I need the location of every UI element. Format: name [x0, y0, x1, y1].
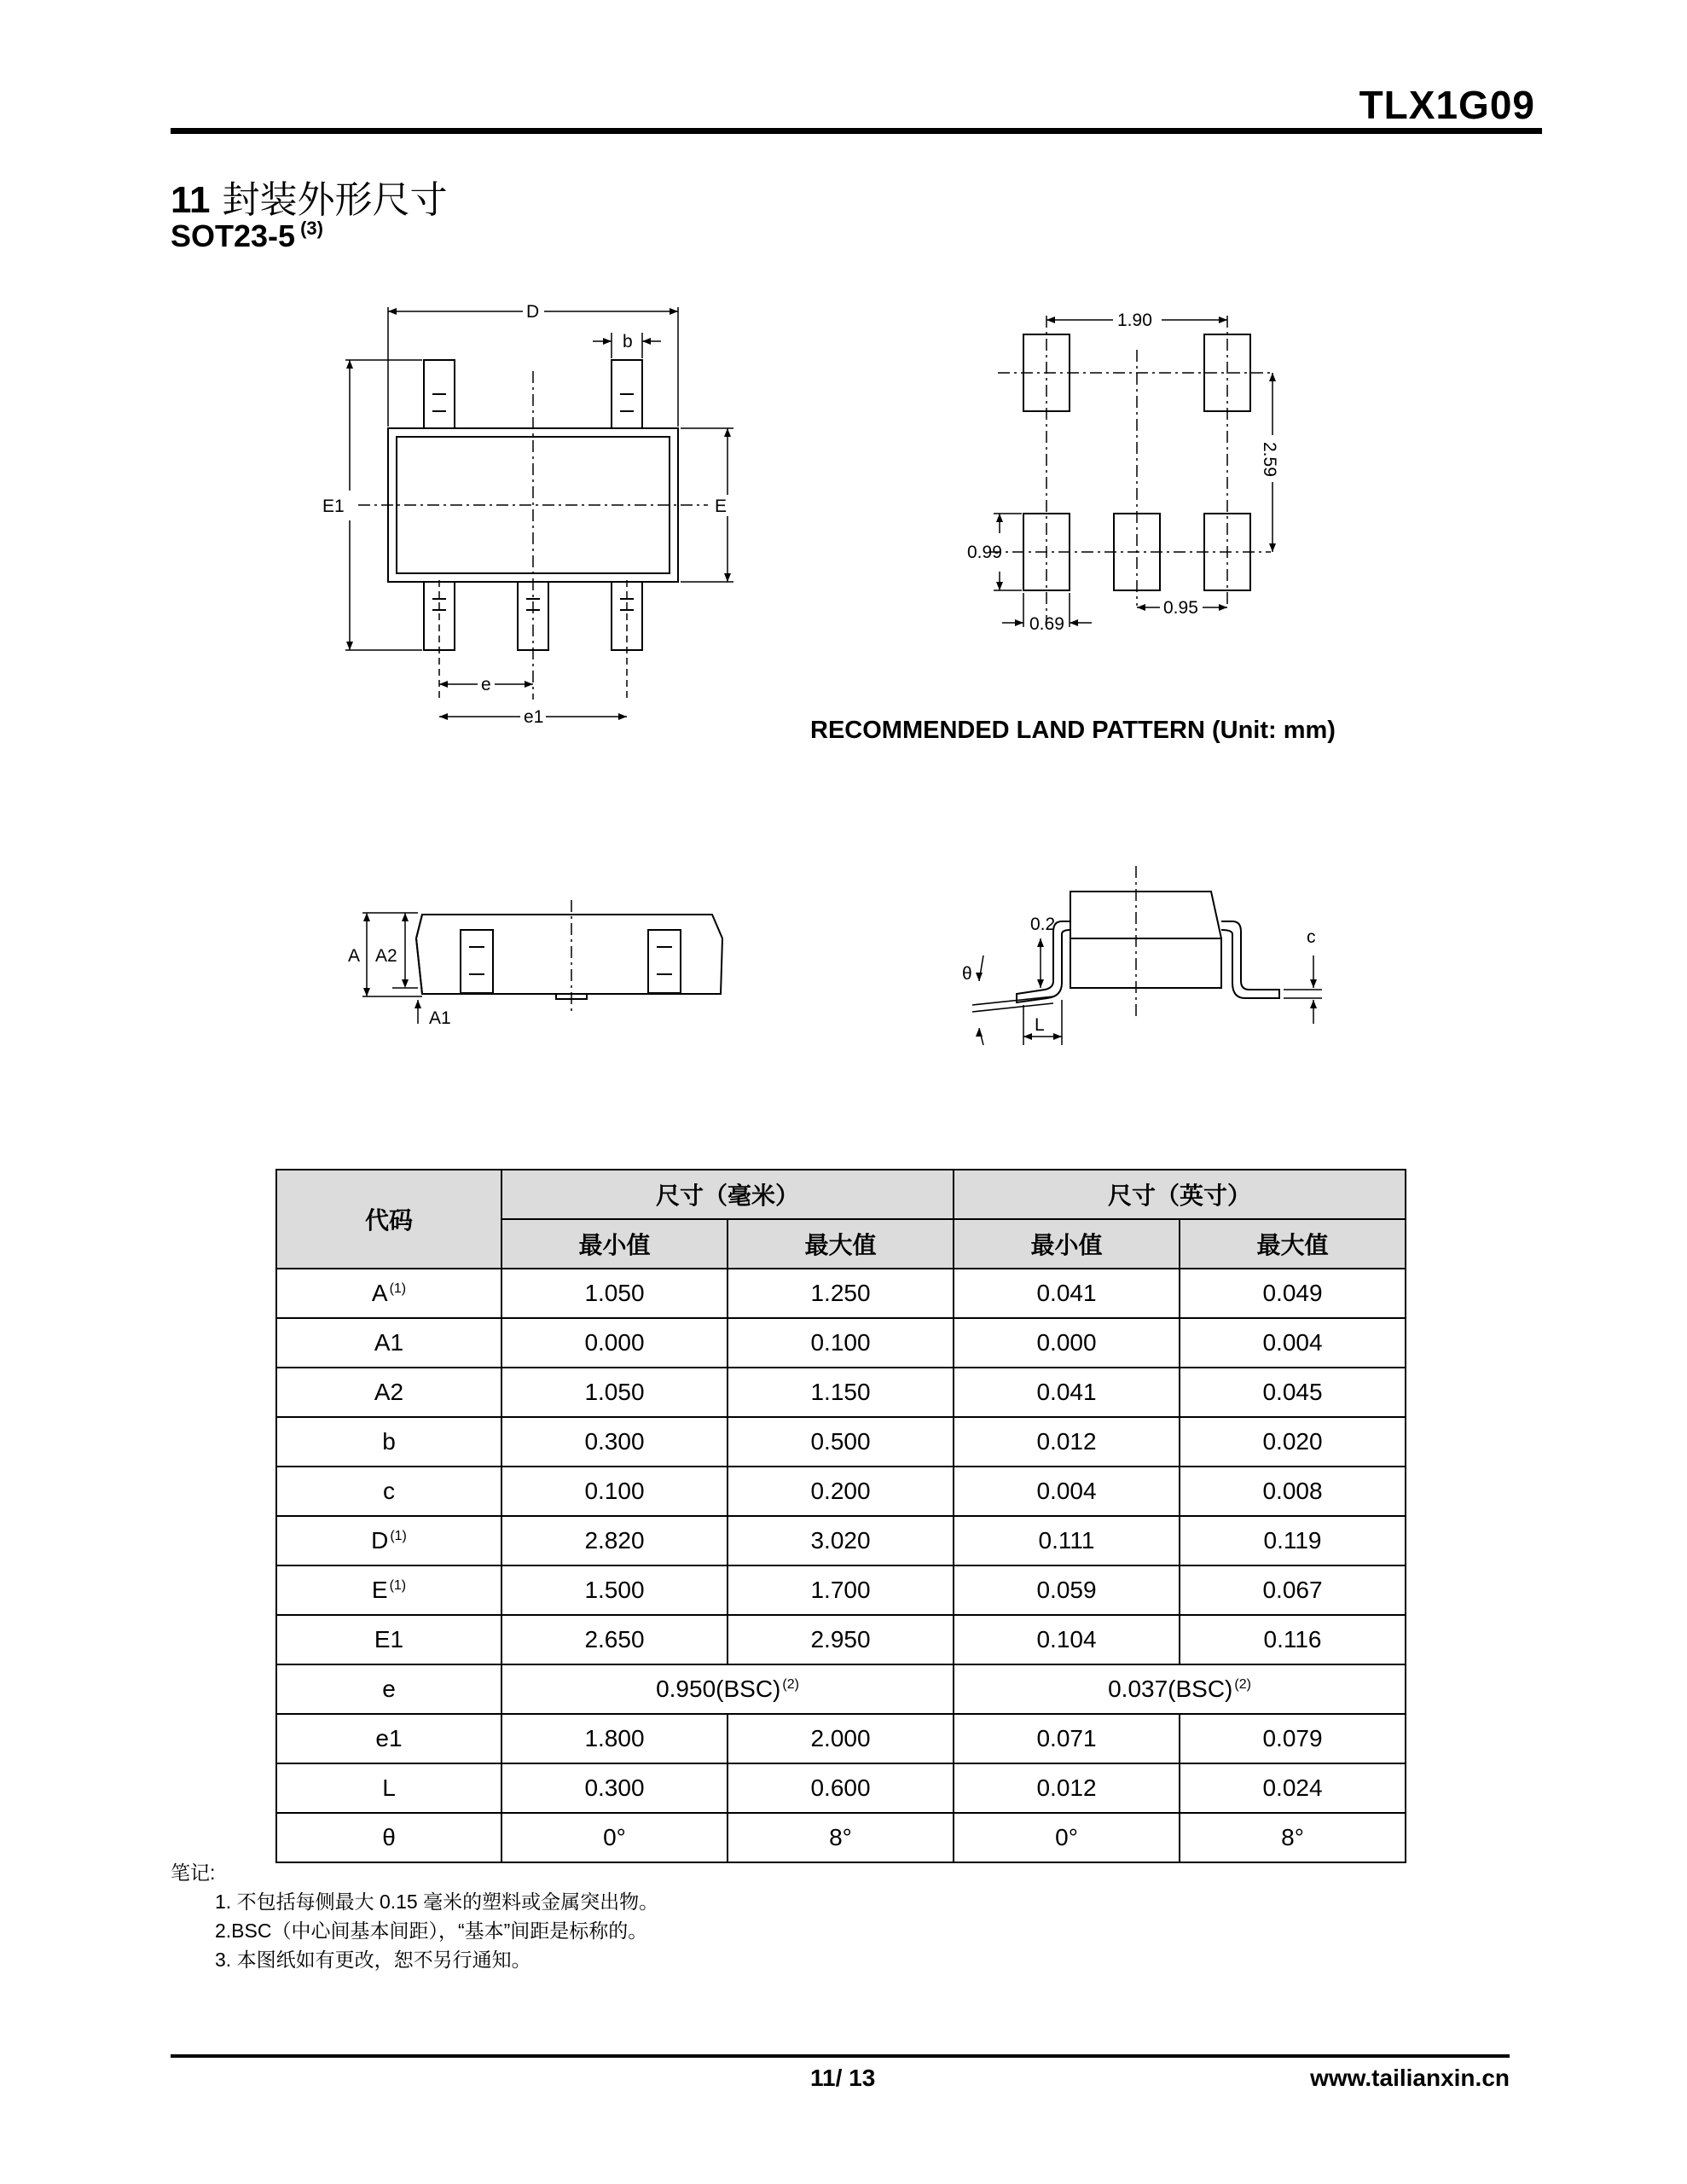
mm-min: 2.820 — [501, 1516, 728, 1565]
label-e1: e1 — [524, 707, 544, 727]
table-row — [276, 1417, 1406, 1467]
in-max: 8° — [1180, 1813, 1406, 1862]
label-L: L — [1035, 1015, 1045, 1035]
table-row — [276, 1714, 1406, 1763]
table-row — [276, 1565, 1406, 1615]
mm-max: 0.200 — [728, 1467, 954, 1516]
row-code: θ — [276, 1813, 501, 1862]
label-e: e — [481, 675, 491, 694]
header-mm-max: 最大值 — [728, 1219, 954, 1269]
side-view-drawing — [341, 853, 742, 1041]
in-max: 0.079 — [1180, 1714, 1406, 1763]
in-max: 0.119 — [1180, 1516, 1406, 1565]
in-max: 0.024 — [1180, 1763, 1406, 1813]
mm-max: 3.020 — [728, 1516, 954, 1565]
label-D: D — [526, 302, 540, 322]
land-dim-0-69: 0.69 — [1029, 614, 1064, 634]
land-dim-0-99: 0.99 — [967, 543, 1002, 562]
row-code: D $^{(1)}$ — [276, 1516, 501, 1565]
section-number: 11 — [171, 179, 211, 221]
in-min: 0.059 — [954, 1565, 1180, 1615]
row-code: A $^{(1)}$ — [276, 1269, 501, 1318]
in-min: 0° — [954, 1813, 1180, 1862]
mm-min: 1.800 — [501, 1714, 728, 1763]
land-pattern-drawing — [955, 290, 1313, 648]
row-code: c — [276, 1467, 501, 1516]
mm-bsc: 0.950(BSC) $^{(2)}$ — [501, 1664, 954, 1714]
mm-min: 1.050 — [501, 1368, 728, 1417]
label-c: c — [1307, 927, 1316, 947]
top-view-drawing — [299, 290, 742, 734]
mm-max: 1.250 — [728, 1269, 954, 1318]
in-min: 0.071 — [954, 1714, 1180, 1763]
land-pattern-caption: RECOMMENDED LAND PATTERN (Unit: mm) — [810, 717, 1336, 744]
mm-min: 0.300 — [501, 1763, 728, 1813]
row-code: b — [276, 1417, 501, 1467]
header-inch-max: 最大值 — [1180, 1219, 1406, 1269]
table-row — [276, 1318, 1406, 1368]
table-row — [276, 1368, 1406, 1417]
mm-max: 2.950 — [728, 1615, 954, 1664]
in-max: 0.049 — [1180, 1269, 1406, 1318]
page-number: 11/ 13 — [810, 2065, 876, 2091]
note-item: 2.BSC（中心间基本间距），“基本”间距是标称的。 — [215, 1920, 648, 1942]
section-title-text: 封装外形尺寸 — [222, 179, 448, 221]
mm-max: 2.000 — [728, 1714, 954, 1763]
table-row — [276, 1516, 1406, 1565]
label-theta: θ — [962, 964, 972, 984]
footer-rule — [171, 2054, 1510, 2058]
row-code: A2 — [276, 1368, 501, 1417]
note-item: 3. 本图纸如有更改，恕不另行通知。 — [215, 1949, 531, 1971]
land-dim-0-95: 0.95 — [1163, 598, 1198, 618]
label-E: E — [715, 497, 728, 516]
row-code: E1 — [276, 1615, 501, 1664]
mm-min: 0° — [501, 1813, 728, 1862]
label-A: A — [348, 946, 361, 966]
table-row — [276, 1269, 1406, 1318]
in-max: 0.020 — [1180, 1417, 1406, 1467]
row-code: e1 — [276, 1714, 501, 1763]
in-max: 0.116 — [1180, 1615, 1406, 1664]
mm-max: 8° — [728, 1813, 954, 1862]
mm-min: 0.100 — [501, 1467, 728, 1516]
land-dim-1-90: 1.90 — [1117, 311, 1152, 330]
mm-max: 0.100 — [728, 1318, 954, 1368]
website-link[interactable]: www.tailianxin.cn — [1310, 2065, 1510, 2091]
notes-block — [171, 1858, 658, 1974]
header-code: 代码 — [276, 1170, 501, 1269]
in-min: 0.104 — [954, 1615, 1180, 1664]
mm-max: 0.500 — [728, 1417, 954, 1467]
table-row — [276, 1813, 1406, 1862]
label-E1: E1 — [322, 497, 345, 516]
notes-heading: 笔记: — [171, 1862, 216, 1884]
in-min: 0.004 — [954, 1467, 1180, 1516]
mm-min: 1.050 — [501, 1269, 728, 1318]
in-min: 0.041 — [954, 1269, 1180, 1318]
label-b: b — [623, 332, 633, 351]
section-title — [171, 169, 448, 224]
lead-detail-drawing — [947, 853, 1339, 1049]
in-min: 0.012 — [954, 1763, 1180, 1813]
label-gauge-0-2: 0.2 — [1030, 915, 1056, 934]
in-max: 0.067 — [1180, 1565, 1406, 1615]
in-min: 0.000 — [954, 1318, 1180, 1368]
row-code: e — [276, 1664, 501, 1714]
row-code: E $^{(1)}$ — [276, 1565, 501, 1615]
header-inch: 尺寸（英寸） — [954, 1170, 1406, 1219]
mm-min: 2.650 — [501, 1615, 728, 1664]
in-min: 0.041 — [954, 1368, 1180, 1417]
table-row — [276, 1763, 1406, 1813]
package-name: SOT23-5 — [171, 218, 296, 253]
mm-min: 0.300 — [501, 1417, 728, 1467]
in-min: 0.111 — [954, 1516, 1180, 1565]
package-title — [171, 218, 323, 254]
header-rule — [171, 128, 1542, 134]
in-max: 0.045 — [1180, 1368, 1406, 1417]
land-dim-2-59: 2.59 — [1260, 442, 1279, 477]
table-row — [276, 1467, 1406, 1516]
header-mm: 尺寸（毫米） — [501, 1170, 954, 1219]
header-inch-min: 最小值 — [954, 1219, 1180, 1269]
in-bsc: 0.037(BSC) $^{(2)}$ — [954, 1664, 1406, 1714]
mm-max: 1.150 — [728, 1368, 954, 1417]
label-A2: A2 — [375, 946, 397, 966]
table-row — [276, 1664, 1406, 1714]
label-A1: A1 — [429, 1008, 451, 1028]
mm-min: 1.500 — [501, 1565, 728, 1615]
dimension-table — [275, 1169, 1406, 1863]
note-item: 1. 不包括每侧最大 0.15 毫米的塑料或金属突出物。 — [215, 1891, 659, 1913]
mm-max: 1.700 — [728, 1565, 954, 1615]
mm-min: 0.000 — [501, 1318, 728, 1368]
in-min: 0.012 — [954, 1417, 1180, 1467]
header-mm-min: 最小值 — [501, 1219, 728, 1269]
mm-max: 0.600 — [728, 1763, 954, 1813]
row-code: A1 — [276, 1318, 501, 1368]
package-note-ref: (3) — [300, 218, 323, 239]
table-row — [276, 1615, 1406, 1664]
in-max: 0.004 — [1180, 1318, 1406, 1368]
in-max: 0.008 — [1180, 1467, 1406, 1516]
part-number-header: TLX1G09 — [1359, 83, 1535, 127]
row-code: L — [276, 1763, 501, 1813]
